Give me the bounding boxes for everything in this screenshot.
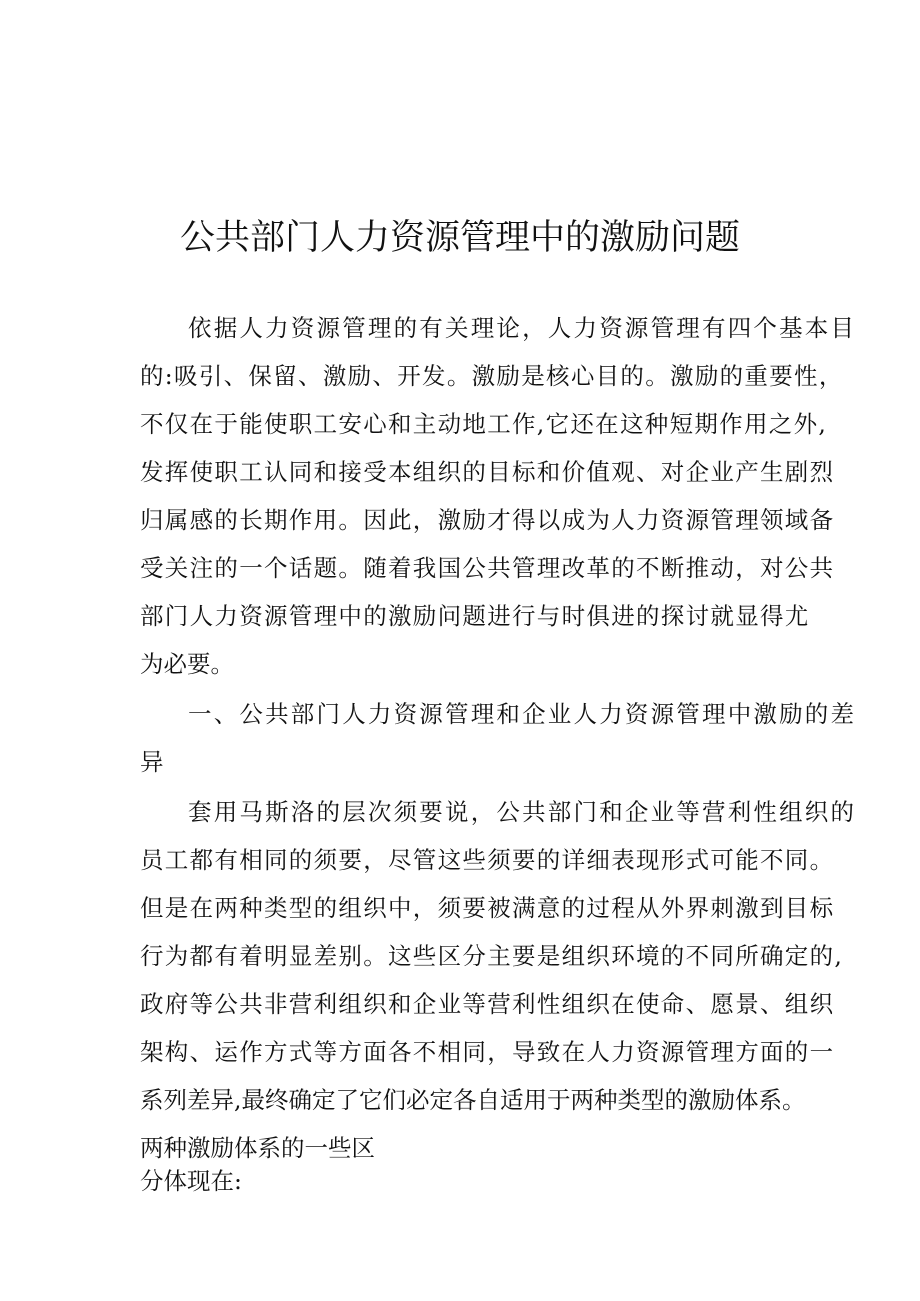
- paragraph-line: 为必要。: [140, 650, 234, 678]
- document-title: 公共部门人力资源管理中的激励问题: [179, 218, 740, 258]
- paragraph-line: 部门人力资源管理中的激励问题进行与时俱进的探讨就显得尤: [140, 602, 810, 630]
- paragraph-line: 的:吸引、保留、激励、开发。激励是核心目的。激励的重要性，: [140, 362, 844, 390]
- paragraph-line: 分体现在:: [140, 1167, 242, 1195]
- paragraph-line: 政府等公共非营利组织和企业等营利性组织在使命、愿景、组织: [140, 990, 835, 1018]
- section-heading-line: 一、公共部门人力资源管理和企业人力资源管理中激励的差: [188, 700, 857, 728]
- paragraph-line: 不仅在于能使职工安心和主动地工作,它还在这种短期作用之外,: [140, 410, 828, 438]
- paragraph-line: 架构、运作方式等方面各不相同，导致在人力资源管理方面的一: [140, 1038, 835, 1066]
- paragraph-line: 两种激励体系的一些区: [140, 1134, 375, 1162]
- paragraph-line: 但是在两种类型的组织中，须要被满意的过程从外界刺激到目标: [140, 894, 835, 922]
- paragraph-line: 套用马斯洛的层次须要说，公共部门和企业等营利性组织的: [188, 798, 857, 826]
- section-heading-line: 异: [140, 748, 164, 776]
- paragraph-line: 受关注的一个话题。随着我国公共管理改革的不断推动，对公共: [140, 554, 835, 582]
- paragraph-line: 依据人力资源管理的有关理论，人力资源管理有四个基本目: [188, 314, 857, 342]
- paragraph-line: 行为都有着明显差别。这些区分主要是组织环境的不同所确定的,: [140, 942, 844, 970]
- paragraph-line: 员工都有相同的须要，尽管这些须要的详细表现形式可能不同。: [140, 846, 835, 874]
- paragraph-line: 系列差异,最终确定了它们必定各自适用于两种类型的激励体系。: [140, 1086, 806, 1114]
- paragraph-line: 归属感的长期作用。因此，激励才得以成为人力资源管理领域备: [140, 506, 835, 534]
- paragraph-line: 发挥使职工认同和接受本组织的目标和价值观、对企业产生剧烈: [140, 458, 835, 486]
